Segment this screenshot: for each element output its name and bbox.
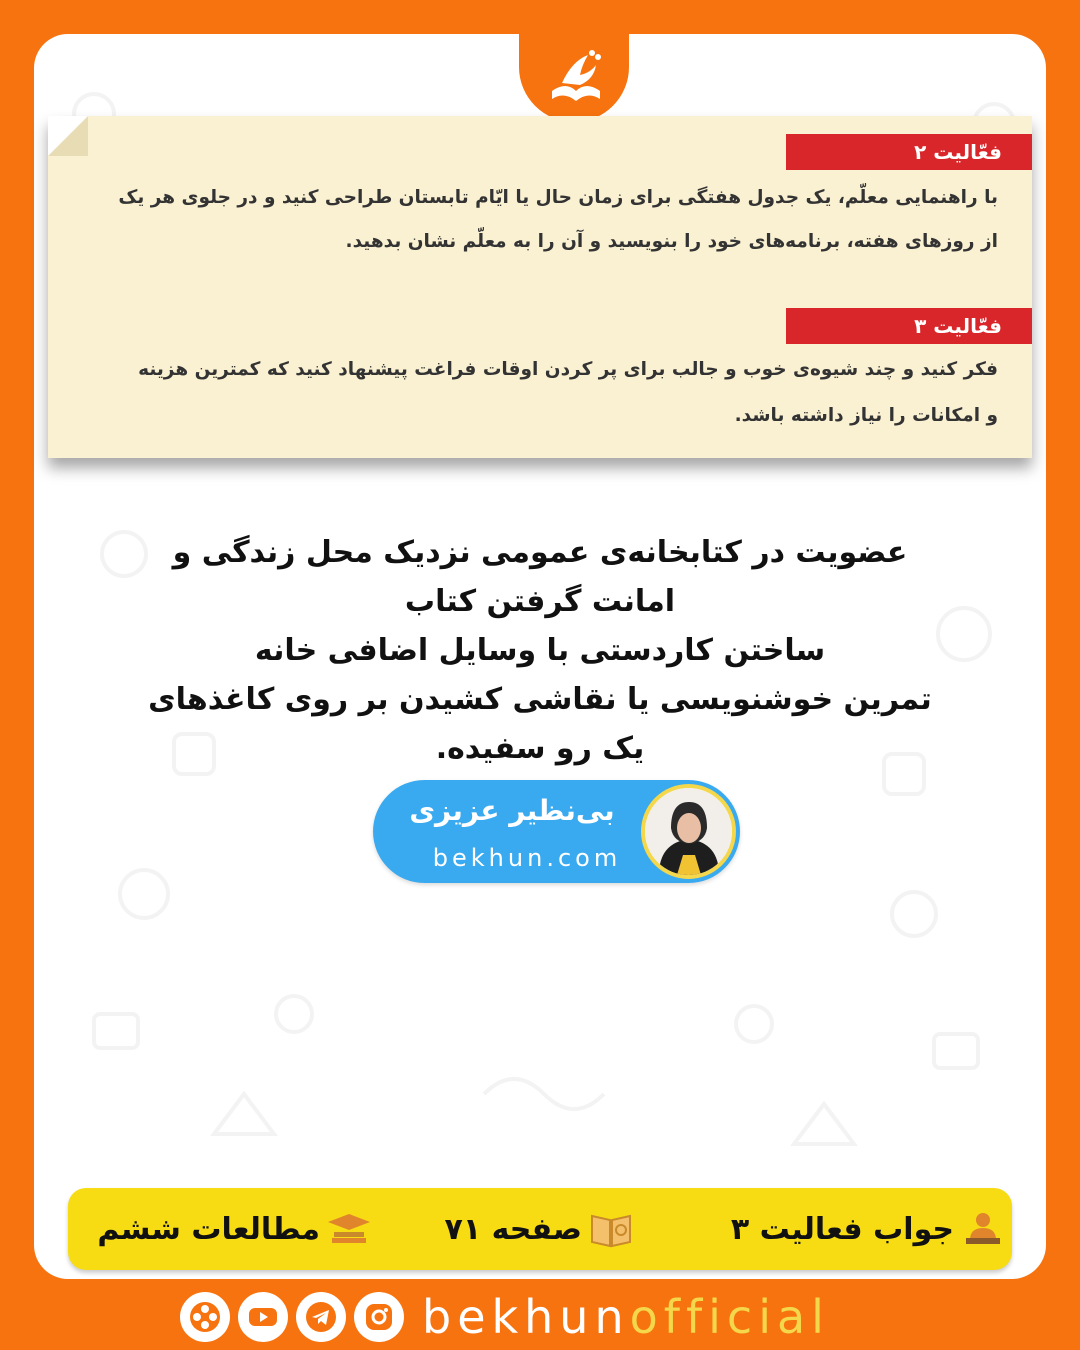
youtube-icon [246,1300,280,1334]
subject-label: مطالعات ششم [97,1211,320,1247]
book-icon [588,1210,634,1248]
film-reel-icon [188,1300,222,1334]
activity-2-heading: فعّالیت ۲ [786,134,1032,170]
page-label-segment [445,1188,634,1270]
bekhun-logo-icon [534,43,614,113]
author-name: بی‌نظیر عزیزی [409,794,615,827]
activity-3-heading: فعّالیت ۳ [786,308,1032,344]
brand-handle-part1: bekhun [422,1290,630,1344]
answer-label-segment [731,1188,1006,1270]
activity-2-line-1: با راهنمایی معلّم، یک جدول هفتگی برای زمان حال یا ایّام تابستان طراحی کنید و در جلوی هر یک [118,187,998,208]
answer-line: تمرین خوشنویسی یا نقاشی کشیدن بر روی کاغذهای [148,682,932,717]
author-badge [373,780,740,883]
answer-label: جواب فعالیت ۳ [730,1211,954,1247]
page-fold [48,116,88,156]
aparat-link[interactable] [180,1292,230,1342]
activity-2-line-2: از روزهای هفته، برنامه‌های خود را بنویسید و آن را به معلّم نشان بدهید. [345,231,998,252]
brand-logo-badge [519,34,629,122]
textbook-excerpt [48,116,1032,458]
telegram-icon [304,1300,338,1334]
answer-line: عضویت در کتابخانه‌ی عمومی نزدیک محل زندگی و [172,535,908,570]
author-site[interactable]: bekhun.com [432,844,622,872]
info-bar [68,1188,1012,1270]
brand-handle-part2: official [629,1290,830,1344]
person-icon [645,788,732,875]
brand-handle[interactable] [422,1290,830,1344]
teacher-icon [960,1210,1006,1248]
graduation-cap-icon [326,1210,372,1248]
answer-line: یک رو سفیده. [435,731,645,766]
author-avatar [641,784,736,879]
subject-label-segment [97,1188,372,1270]
youtube-link[interactable] [238,1292,288,1342]
social-footer [180,1286,900,1348]
page-label: صفحه ۷۱ [444,1211,582,1247]
activity-3-line-1: فکر کنید و چند شیوه‌ی خوب و جالب برای پر کردن اوقات فراغت پیشنهاد کنید که کمترین هزینه [138,359,998,380]
instagram-link[interactable] [354,1292,404,1342]
activity-3-line-2: و امکانات را نیاز داشته باشد. [734,405,998,426]
answer-line: امانت گرفتن کتاب [404,584,676,619]
telegram-link[interactable] [296,1292,346,1342]
answer-text [120,528,960,773]
instagram-icon [362,1300,396,1334]
answer-line: ساختن کاردستی با وسایل اضافی خانه [254,633,826,668]
